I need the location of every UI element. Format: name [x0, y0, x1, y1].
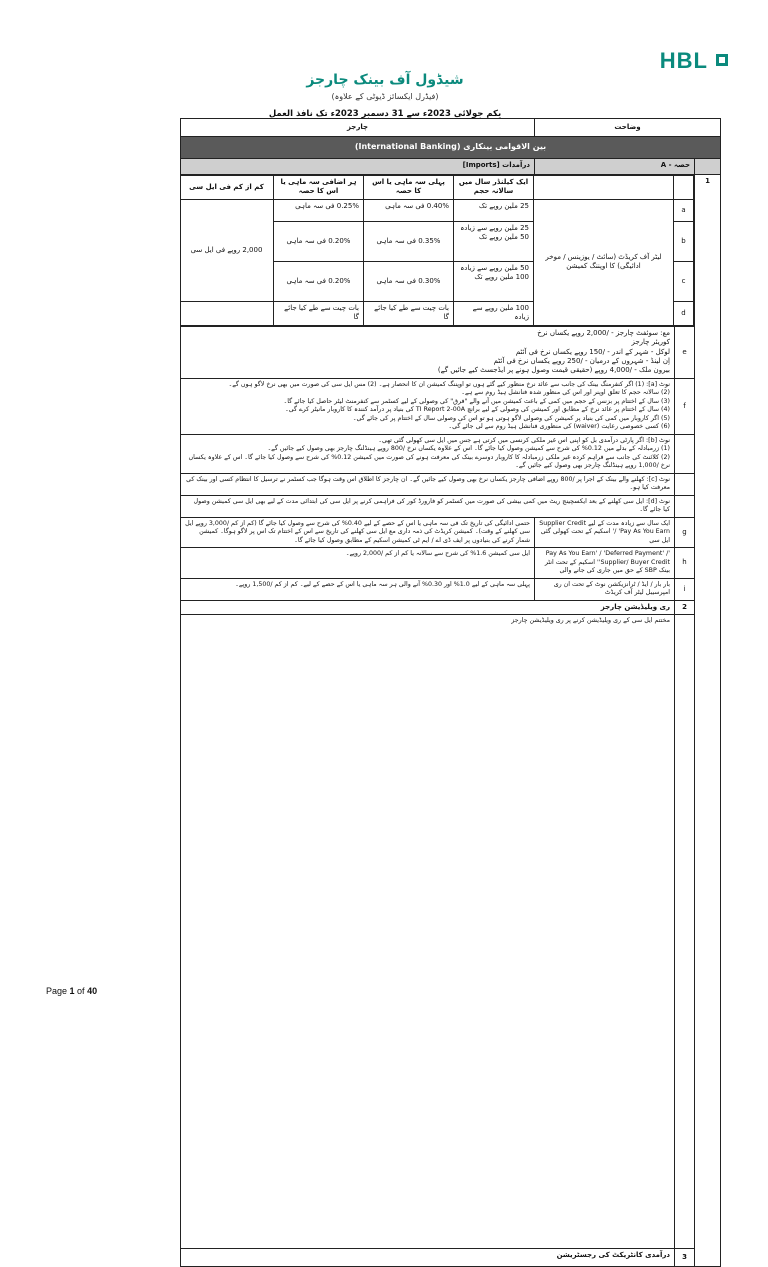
note-c: نوٹ [c]: کھلنے والے بینک کے اجرا پر /800 روپے اضافی چارجز یکساں نرخ بھی وصول کیے جائیں گے۔ ان چارجز کا اطلاق اس وقت ہوگا جب کسٹمر نے ترسیل کا انتظام کسی اور بینک کی معرفت کیا ہو۔	[181, 473, 675, 495]
courier-charges: مع: سوئفٹ چارجز - /2,000 روپے یکساں نرخ کوریئر چارجز لوکل - شہر کے اندر - /150 روپے یکساں نرخ فی آئٹم اِن لینڈ - شہروں کے درمیان - /250 روپے یکساں نرخ فی آئٹم بیرون ملک - /4,000 روپے (حقیقی قیمت وصول ہونے پر ایڈجسٹ کیے جائیں گے)	[181, 326, 675, 378]
each-quarter-rate: 0.20% فی سہ ماہی	[274, 221, 364, 261]
imports-title: درآمدات [Imports]	[181, 158, 535, 174]
revalidation-desc: مختتم ایل سی کے ری ویلیڈیشن کرنے پر ری ویلیڈیشن چارجز	[181, 615, 675, 1249]
first-quarter-rate: 0.30% فی سہ ماہی	[364, 261, 454, 301]
first-quarter-rate: بات چیت سے طے کیا جائے گا	[364, 301, 454, 325]
first-quarter-rate: 0.40% فی سہ ماہی	[364, 199, 454, 221]
row-letter: d	[674, 301, 694, 325]
row-letter: i	[675, 578, 695, 600]
subhead-min: کم از کم فی ایل سی	[181, 175, 274, 199]
row-number: 2	[675, 600, 695, 614]
annual-volume: 25 ملین روپے تک	[454, 199, 534, 221]
page-footer: Page 1 of 40	[46, 986, 98, 996]
page-title: شیڈول آف بینک چارجز	[306, 72, 464, 88]
revalidation-title: ری ویلیڈیشن چارجز	[181, 600, 675, 614]
annual-volume: 50 ملین روپے سے زیادہ 100 ملین روپے تک	[454, 261, 534, 301]
col-header-desc: وضاحت	[535, 119, 721, 137]
row-letter: b	[674, 221, 694, 261]
charges-table	[180, 118, 721, 1267]
effective-date: یکم جولائی 2023ء سے 31 دسمبر 2023ء تک نافذ العمل	[268, 109, 502, 119]
deferred-payment-charges: ایل سی کمیشن 1.6% کی شرح سے سالانہ یا کم از کم /2,000 روپے۔	[181, 548, 535, 579]
subhead-annual: ایک کیلنڈر سال میں سالانہ حجم	[454, 175, 534, 199]
row-letter: h	[675, 548, 695, 579]
col-header-charges: چارجز	[181, 119, 535, 137]
each-quarter-rate: بات چیت سے طے کیا جائے گا	[274, 301, 364, 325]
section-band: بین الاقوامی بینکاری (International Banking)	[181, 137, 721, 159]
row-letter: a	[674, 199, 694, 221]
min-lc-value: 2,000 روپے فی ایل سی	[181, 199, 274, 301]
annual-volume: 25 ملین روپے سے زیادہ 50 ملین روپے تک	[454, 221, 534, 261]
lc-rates-table	[181, 175, 695, 326]
deferred-payment-desc: 'Pay As You Earn' / 'Deferred Payment' / 'Supplier/ Buyer Credit' اسکیم کے تحت انٹر بینک SBP کے حق میں جاری کی جانے والی	[535, 548, 675, 579]
page-subtitle: (فیڈرل ایکسائز ڈیوٹی کے علاوہ)	[331, 92, 439, 101]
row-number: 1	[695, 174, 721, 1267]
each-quarter-rate: 0.20% فی سہ ماہی	[274, 261, 364, 301]
subhead-each: ہر اضافی سہ ماہی یا اس کا حصہ	[274, 175, 364, 199]
note-a: نوٹ [a]: (1) اگر کنفرمنگ بینک کی جانب سے عائد نرخ منظور کیے گئے ہوں تو اوپننگ کمیشن ان کا انحصار ہے۔ (2) مس ایل سی کی صورت میں بھی نرخ لاگو ہوں گے۔ (2) سالانہ حجم کا تعلق اوپنر اور اس کی منظور شدہ فنانشل ہیڈ روم سے ہے۔ (3) سال کے اختتام پر بزنس کے حجم میں کمی کے باعث کمیشن میں آنے والے "فرق" کی وصولی کے لیے کسٹمر سے کنفرمنٹ لیٹر حاصل کیا جائے گا۔ (4) سال کے اختتام پر عائد نرخ کے مطابق اور کمیشن کی وصولی کے لیے برانچ TI Report 2-00A کی بنیاد پر درآمد کنندہ کا کاروبار مانیٹر کرے گی۔ (5) اگر کاروبار میں کمی کی بنیاد پر کمیشن کی وصولی لاگو ہوتی ہو تو اس کی وصولی سال کے اختتام پر کی جائے گی۔ (6) کسی خصوصی رعایت (waiver) کی منظوری فنانشل ہیڈ روم سے لی جائے گی۔	[181, 378, 675, 434]
note-d: نوٹ [d]: ایل سی کھلنے کے بعد ایکسچینج ریٹ میں کمی بیشی کی صورت میں کسٹمر کو فارورڈ کور کی فراہمی کرنے پر ایل سی کی ابتدائی مدت کے لیے بھی ایل سی کمیشن وصول کیا جائے گا۔	[181, 495, 675, 517]
each-quarter-rate: 0.25% فی سہ ماہی	[274, 199, 364, 221]
supplier-credit-charges: حتمی ادائیگی کی تاریخ تک فی سہ ماہی یا اس کے حصے کے لیے 0.40% کی شرح سے وصول کیا جائے گا (کم از کم /3,000 روپے ایل سی کھلنے کے وقت)۔ کمیشن کریڈٹ کی ذمہ داری مع ایل سی کھلنے کی تاریخ سے اس کے اختتام تک اس پر لاگو ہوگا۔ کمیشن شمار کرنے کی بنیادوں پر ایف ڈی اے / ایم ٹی کمیشن اسکیم کے مطابق وصول کیا جائے گا۔	[181, 517, 535, 548]
contract-registration-title: درآمدی کانٹریکٹ کی رجسٹریشن	[181, 1249, 675, 1267]
irrevocable-lc-charges: پہلی سہ ماہی کے لیے 1.0% اور 0.30% آنے والی ہر سہ ماہی یا اس کے حصے کے لیے۔ کم از کم /1,500 روپے۔	[181, 578, 535, 600]
subhead-first: پہلی سہ ماہی یا اس کا حصہ	[364, 175, 454, 199]
part-label: حصہ - A	[535, 158, 695, 174]
annual-volume: 100 ملین روپے سے زیادہ	[454, 301, 534, 325]
row-number: 3	[675, 1249, 695, 1267]
note-b: نوٹ [b]: اگر پارٹی درآمدی بل کو اپنی اس غیر ملکی کرنسی میں کرتی ہے جس میں ایل سی کھولی گئی تھی۔ (1) زرمبادلہ کے بدلے میں 0.12% کی شرح سے کمیشن وصول کیا جائے گا۔ اس کے علاوہ یکساں نرخ /800 روپے ہینڈلنگ چارجز بھی وصول کیے جائیں گے۔ (2) کلائنٹ کی جانب سے فراہم کردہ غیر ملکی زرمبادلہ کا کاروبار دوسرے بینک کی معرفت ہونے کی صورت میں کمیشن 0.12% کی شرح سے وصول کیا جائے گا۔ اس کے علاوہ یکساں نرخ /1,000 روپے ہینڈلنگ چارجز بھی وصول کیے جائیں گے۔	[181, 434, 675, 473]
irrevocable-lc-desc: بار بار / ایڈ / ٹرانزیکشن نوٹ کے تحت ان ری امپرسیبل لیٹر آف کریڈٹ	[535, 578, 675, 600]
row-letter: g	[675, 517, 695, 548]
row-letter: f	[675, 378, 695, 434]
hbl-logo: HBL	[659, 48, 708, 73]
first-quarter-rate: 0.35% فی سہ ماہی	[364, 221, 454, 261]
hbl-logo-mark	[716, 54, 728, 66]
supplier-credit-desc: ایک سال سے زیادہ مدت کے لیے Supplier Credit / 'Pay As You Earn' اسکیم کے تحت کھولی گئی ایل سی	[535, 517, 675, 548]
row-letter: e	[675, 326, 695, 378]
row-letter: c	[674, 261, 694, 301]
lc-description: لیٹر آف کریڈٹ (سائٹ / یوزینس / موخر ادائیگی) کا اوپننگ کمیشن	[534, 199, 674, 325]
